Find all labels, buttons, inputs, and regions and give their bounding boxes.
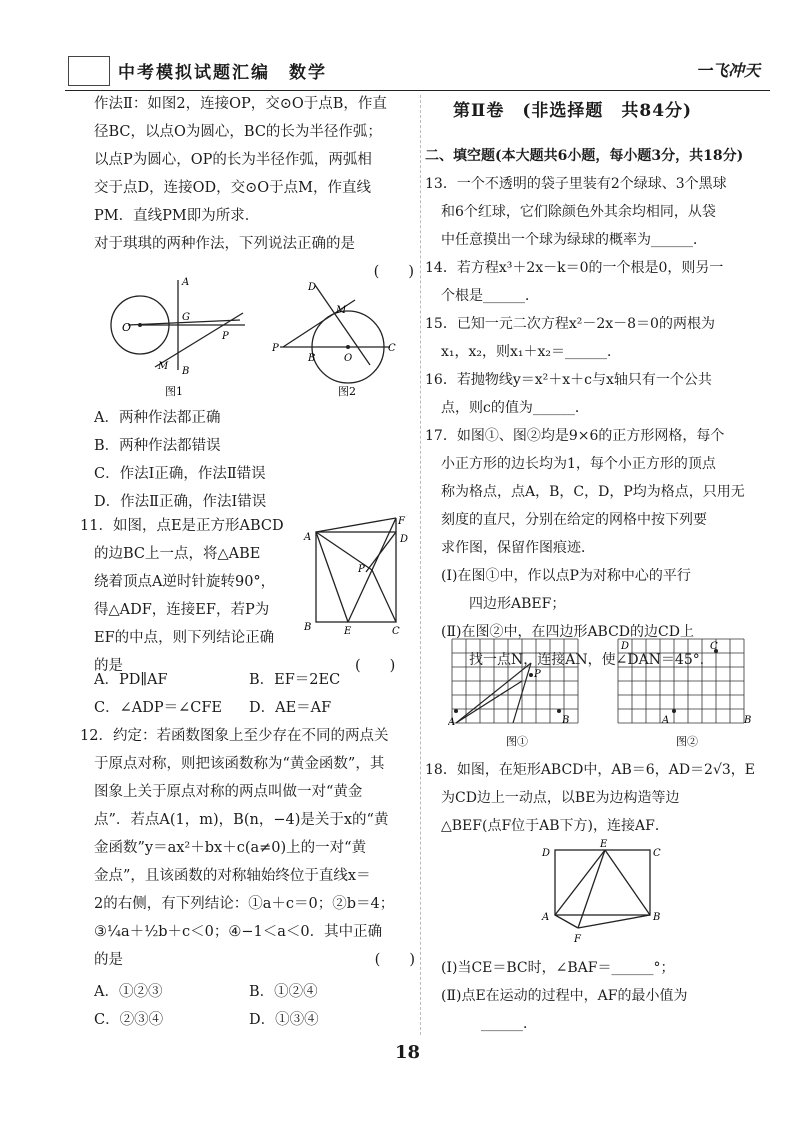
q11-line: 得△ADF，连接EF，若P为 [94,602,270,618]
q13-line: 中任意摸出一个球为绿球的概率为______． [441,232,707,248]
svg-text:B: B [744,715,752,726]
q12-line: 12．约定：若函数图象上至少存在不同的两点关 [80,728,389,744]
q11-answer-blank: ( ) [355,658,396,674]
q18-part: (Ⅱ)点E在运动的过程中，AF的最小值为 [441,988,688,1004]
q12-line: 图象上关于原点对称的两点叫做一对“黄金 [94,784,363,800]
q17-part: (Ⅰ)在图①中，作以点P为对称中心的平行 [441,568,691,584]
svg-text:C: C [653,848,661,859]
svg-text:A: A [448,717,456,728]
q17-line: 小正方形的边长均为1，每个小正方形的顶点 [441,456,716,472]
option: C．作法Ⅰ正确，作法Ⅱ错误 [94,466,266,482]
brand-name: 一飞冲天 [695,61,760,80]
svg-text:P: P [534,669,541,680]
q12-options [94,978,414,1034]
option: B．①②④ [249,984,318,1000]
svg-text:C: C [388,343,396,354]
figure-1 [111,280,245,370]
q12-line-text: 的是 [94,952,123,968]
svg-text:O: O [122,321,132,334]
option: D．①③④ [249,1012,319,1028]
svg-text:A: A [542,912,550,923]
svg-text:B: B [653,912,661,923]
q10-options [94,404,414,516]
q17-part: (Ⅱ)在图②中，在四边形ABCD的边CD上 [441,624,694,640]
q10-line: PM．直线PM即为所求． [94,208,260,224]
part2-title: 二、填空题(本大题共6小题，每小题3分，共18分) [425,148,744,164]
svg-text:P: P [272,343,279,354]
q17-line: 称为格点，点A，B，C，D，P均为格点，只用无 [441,484,745,500]
page-number: 18 [395,1042,421,1063]
svg-text:C: C [392,626,400,637]
q11-figure [300,512,415,637]
q18-figure [530,838,670,948]
q11-text [80,512,300,680]
option: C．∠ADP＝∠CFE [94,700,222,716]
right-column-text [425,142,780,674]
svg-text:B: B [304,622,312,633]
q18-parts [441,954,781,1038]
svg-text:G: G [182,312,190,323]
svg-text:D: D [621,641,630,652]
svg-text:B: B [562,715,570,726]
q18-line: 为CD边上一动点，以BE为边构造等边 [441,790,680,806]
svg-text:P: P [358,564,365,575]
q10-figures [100,275,410,405]
option: D．作法Ⅱ正确，作法Ⅰ错误 [94,494,267,510]
fig1-caption: 图1 [165,385,183,398]
q12-line: 金点”，且该函数的对称轴始终位于直线x＝ [94,868,371,884]
q10-line: 交于点D，连接OD，交⊙O于点M，作直线 [94,180,372,196]
q12-answer-blank: ( ) [374,952,415,968]
q10-answer-blank: ( ) [373,264,414,280]
svg-text:B: B [182,366,190,377]
q16-line: 点，则c的值为______． [441,400,589,416]
q11-line: EF的中点，则下列结论正确 [94,630,275,646]
option: A．两种作法都正确 [94,410,221,426]
q11-line: 的边BC上一点，将△ABE [94,546,261,562]
figure-2 [280,285,390,383]
q17-grids [448,633,768,753]
fig2-caption: 图2 [338,385,356,398]
q11-line: 的是 [94,658,123,674]
q14-line: 14．若方程x³＋2x－k＝0的一个根是0，则另一 [425,260,724,276]
q10-line: 以点P为圆心，OP的长为半径作弧，两弧相 [94,152,372,168]
q10-line: 作法Ⅱ：如图2，连接OP，交⊙O于点B，作直 [94,96,387,112]
svg-text:O: O [344,353,353,364]
q13-line: 和6个红球，它们除颜色外其余均相同，从袋 [441,204,716,220]
svg-text:A: A [182,277,190,288]
option: A．PD∥AF [94,672,168,688]
svg-text:F: F [398,516,405,527]
section-title: 第Ⅱ卷 (非选择题 共84分) [453,101,693,121]
q18-line: 18．如图，在矩形ABCD中，AB＝6，AD＝2√3，E [425,762,756,778]
header-logo [68,56,110,86]
q12-line: 2的右侧，有下列结论：①a＋c＝0；②b＝4； [94,896,395,912]
q11-line: 11．如图，点E是正方形ABCD [80,518,284,534]
q10-line: 径BC，以点O为圆心，BC的长为半径作弧； [94,124,382,140]
q17-part: 找一点N，连接AN，使∠DAN＝45°． [469,652,714,668]
svg-text:E: E [600,839,608,850]
q15-line: 15．已知一元二次方程x²－2x－8＝0的两根为 [425,316,715,332]
q12-text [80,722,415,974]
q17-line: 刻度的直尺，分别在给定的网格中按下列要 [441,512,707,528]
q13-line: 13．一个不透明的袋子里装有2个绿球、3个黑球 [425,176,727,192]
svg-text:D: D [542,848,551,859]
q14-line: 个根是______． [441,288,539,304]
option: B．EF＝2EC [249,672,341,688]
q18-text [425,756,780,840]
q17-line: 求作图，保留作图痕迹． [441,540,595,556]
svg-text:M: M [336,305,347,316]
q10-line: 对于琪琪的两种作法，下列说法正确的是 [94,236,355,252]
svg-text:P: P [222,331,229,342]
book-title: 中考模拟试题汇编 数学 [118,63,327,83]
svg-text:M: M [158,361,169,372]
q12-line: 于原点对称，则把该函数称为“黄金函数”，其 [94,756,385,772]
svg-text:D: D [308,282,317,293]
q12-line: 点”．若点A(1，m)，B(n，−4)是关于x的“黄 [94,812,389,828]
q15-line: x₁，x₂，则x₁＋x₂＝______． [441,344,622,360]
q18-part: (Ⅰ)当CE＝BC时，∠BAF＝______°； [441,960,675,976]
svg-text:E: E [344,626,352,637]
grid-2 [618,639,744,723]
svg-text:C: C [710,641,718,652]
q12-line: ③¼a＋½b＋c＜0；④−1＜a＜0．其中正确 [94,924,383,940]
q11-line: 绕着顶点A逆时针旋转90°， [94,574,276,590]
q12-line: 金函数”y＝ax²＋bx＋c(a≠0)上的一对“黄 [94,840,367,856]
q11-options [94,666,414,722]
svg-text:D: D [400,534,409,545]
svg-text:B: B [308,353,316,364]
q16-line: 16．若抛物线y＝x²＋x＋c与x轴只有一个公共 [425,372,712,388]
grid2-caption: 图② [676,735,698,748]
q17-part: 四边形ABEF； [469,596,566,612]
q12-line [80,946,415,974]
q10-text [94,90,414,286]
svg-text:F: F [574,934,581,945]
svg-text:A: A [662,715,670,726]
q18-line: △BEF(点F位于AB下方)，连接AF． [441,818,669,834]
column-divider [420,95,421,1035]
option: D．AE＝AF [249,700,332,716]
q17-line: 17．如图①、图②均是9×6的正方形网格，每个 [425,428,725,444]
grid1-caption: 图① [506,735,528,748]
q18-part: ______． [481,1016,537,1032]
option: B．两种作法都错误 [94,438,221,454]
option: A．①②③ [94,984,163,1000]
option: C．②③④ [94,1012,164,1028]
svg-text:A: A [304,532,312,543]
